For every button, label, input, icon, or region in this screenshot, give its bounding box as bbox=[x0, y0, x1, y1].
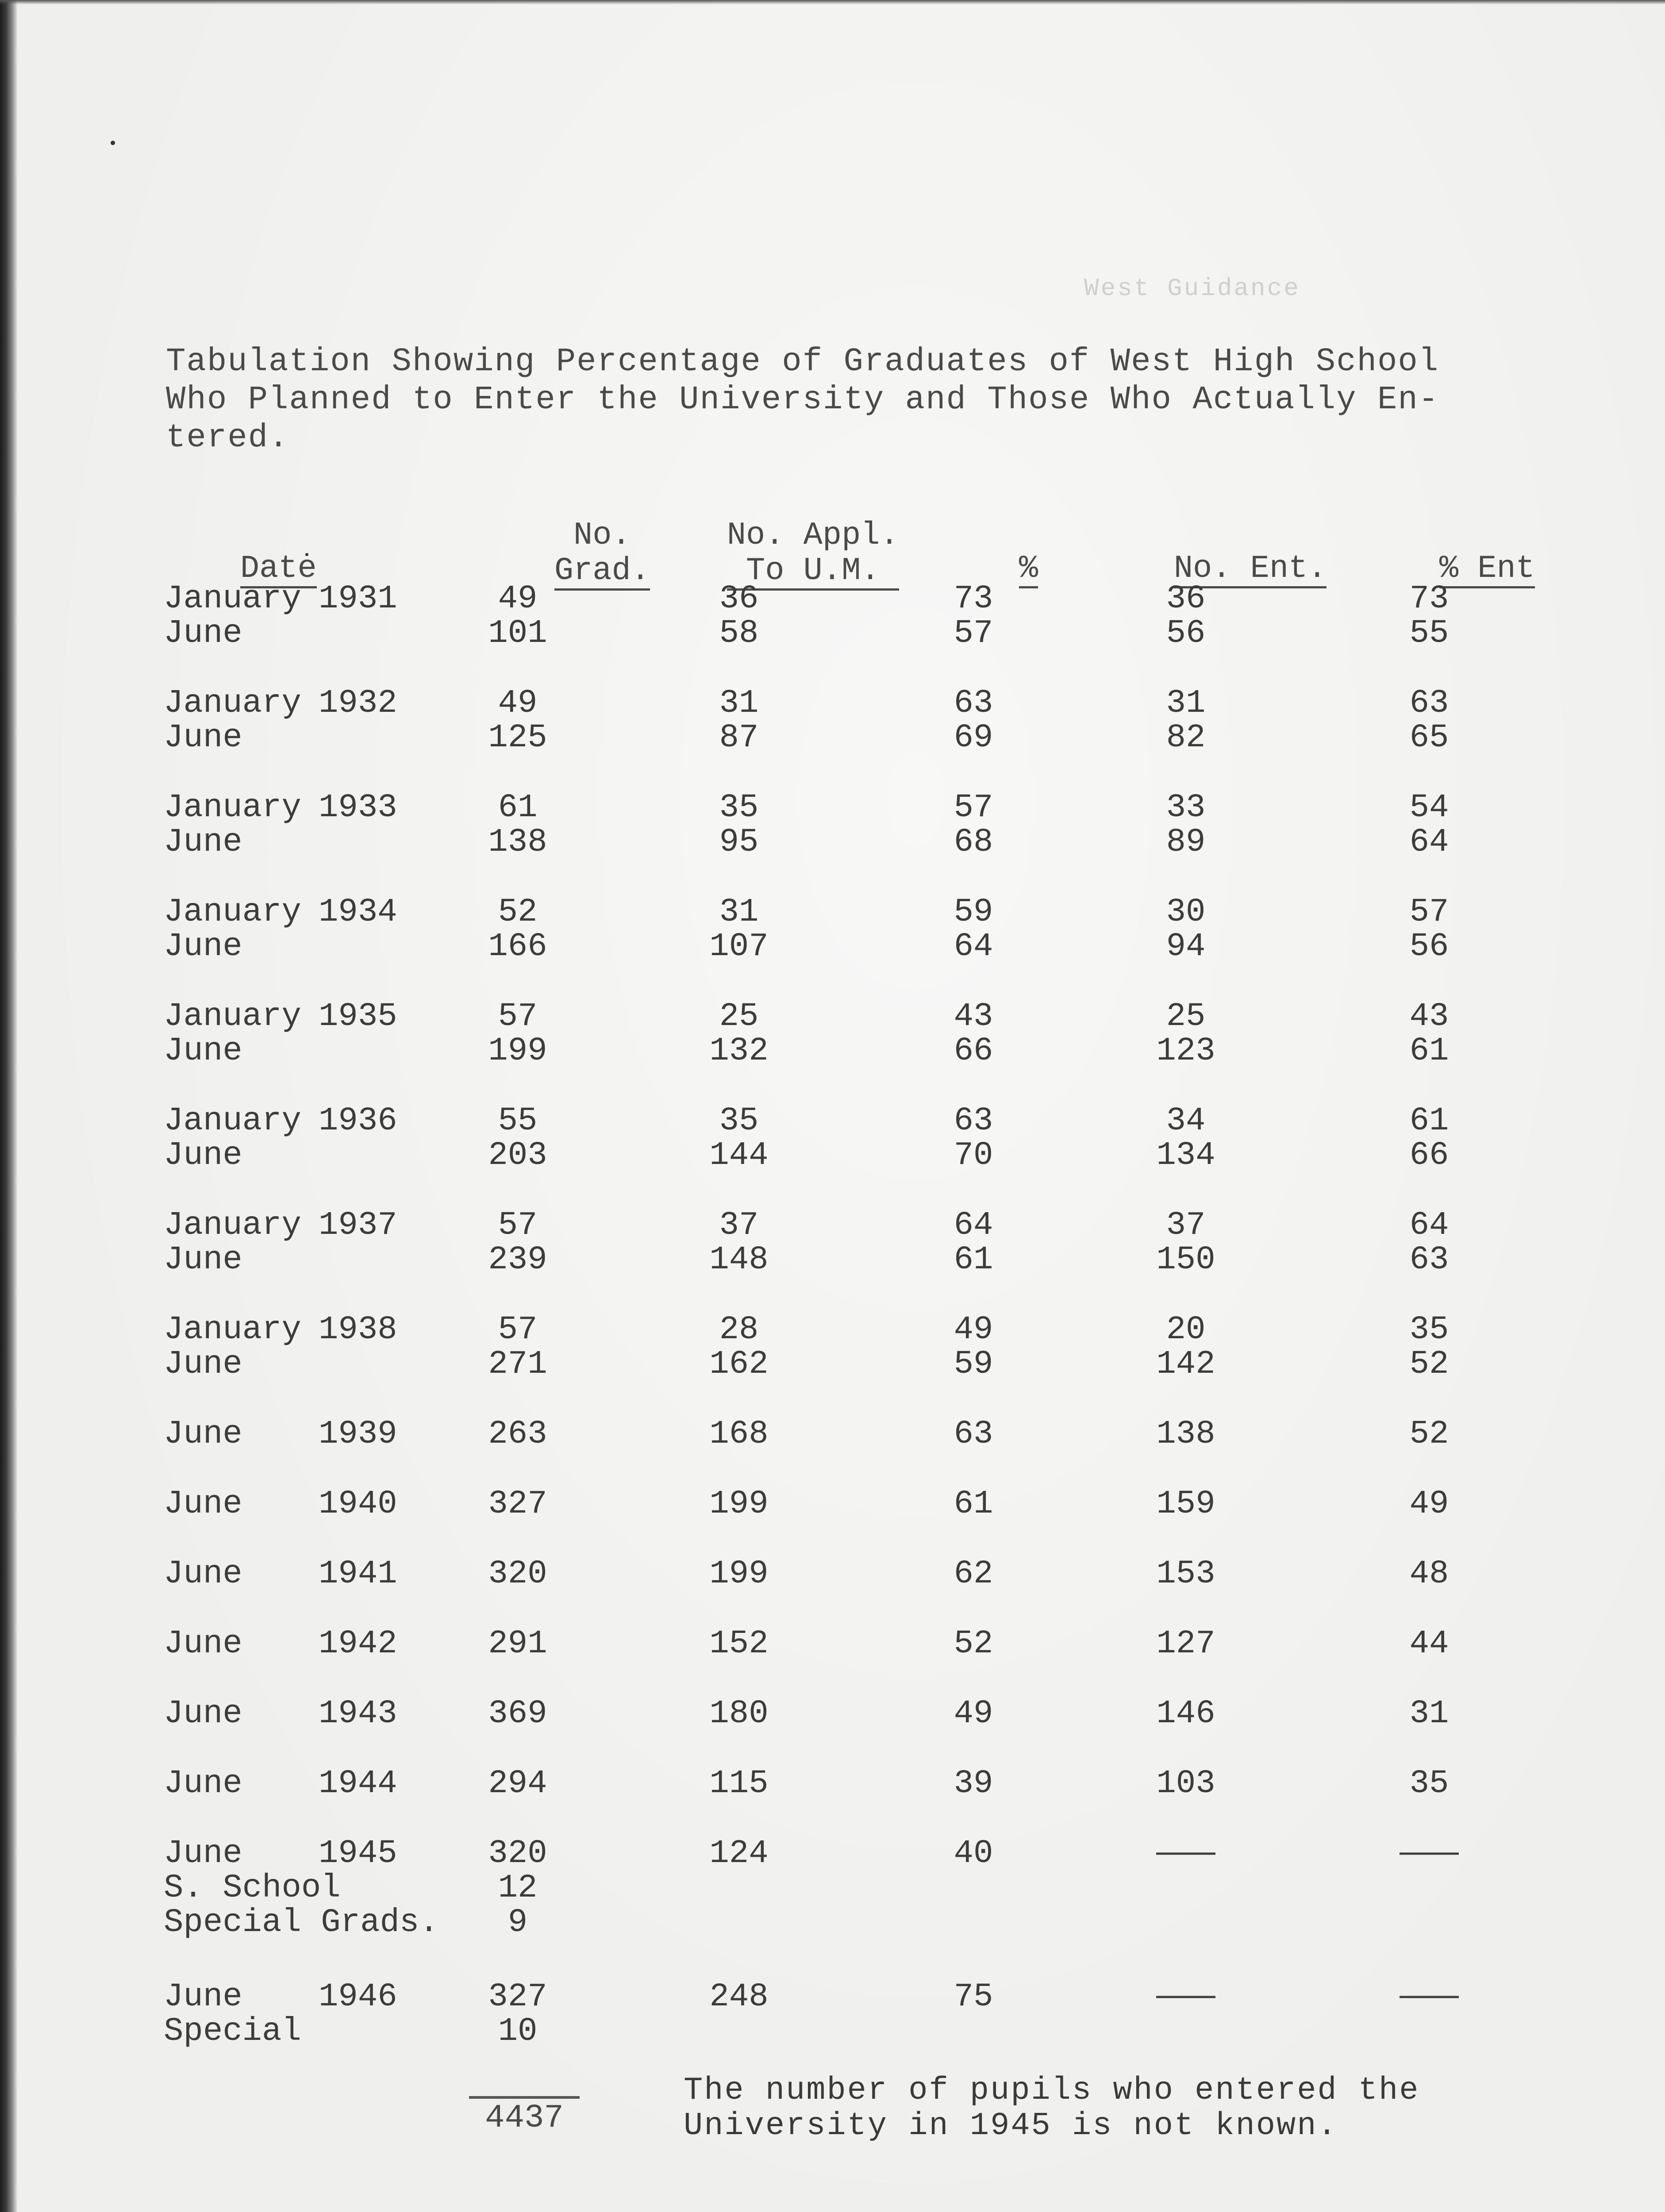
table-row bbox=[0, 1627, 1665, 1661]
row-month: June bbox=[164, 1137, 242, 1174]
row-percent: 61 bbox=[954, 1241, 993, 1279]
row-applied: 87 bbox=[719, 719, 759, 757]
row-percent: 63 bbox=[954, 1102, 993, 1140]
row-entered: 150 bbox=[1156, 1241, 1215, 1279]
header-percent-entered-label: % Ent bbox=[1439, 551, 1535, 588]
row-year: 1933 bbox=[319, 789, 397, 826]
table-row-group bbox=[0, 1980, 1665, 2049]
table-row-group bbox=[0, 1417, 1665, 1452]
row-graduates: 320 bbox=[488, 1555, 547, 1593]
row-percent: 63 bbox=[954, 1416, 993, 1453]
table-row-group bbox=[0, 1208, 1665, 1277]
row-entered: ——— bbox=[1156, 1978, 1215, 2016]
table-row-group bbox=[0, 582, 1665, 651]
table-row bbox=[0, 1417, 1665, 1452]
row-graduates: 239 bbox=[488, 1241, 547, 1279]
table-row-group bbox=[0, 1836, 1665, 1940]
row-graduates: 9 bbox=[508, 1904, 528, 1941]
row-applied: 162 bbox=[709, 1346, 769, 1383]
row-percent: 68 bbox=[954, 824, 993, 861]
row-percent-entered: 52 bbox=[1409, 1416, 1449, 1453]
row-month: June bbox=[164, 1835, 242, 1872]
row-graduates: 57 bbox=[498, 1311, 538, 1348]
table-row-group bbox=[0, 1313, 1665, 1382]
row-graduates: 49 bbox=[498, 685, 538, 722]
row-applied: 144 bbox=[709, 1137, 769, 1174]
row-percent-entered: 65 bbox=[1409, 719, 1449, 757]
row-entered: 82 bbox=[1166, 719, 1206, 757]
table-row bbox=[0, 1313, 1665, 1347]
row-entered: 127 bbox=[1156, 1625, 1215, 1663]
table-row bbox=[0, 1347, 1665, 1382]
row-year: 1938 bbox=[319, 1311, 397, 1348]
header-entered-label: No. Ent. bbox=[1174, 551, 1327, 588]
row-entered: 94 bbox=[1166, 928, 1206, 965]
row-percent-entered: 63 bbox=[1409, 685, 1449, 722]
row-entered: 36 bbox=[1166, 580, 1206, 618]
row-year: 1943 bbox=[319, 1695, 397, 1732]
row-percent: 69 bbox=[954, 719, 993, 757]
row-applied: 199 bbox=[709, 1555, 769, 1593]
table-row bbox=[0, 1487, 1665, 1521]
document-title bbox=[166, 343, 1484, 457]
row-applied: 180 bbox=[709, 1695, 769, 1732]
row-graduates: 199 bbox=[488, 1033, 547, 1070]
title-line: tered. bbox=[166, 419, 289, 457]
row-percent: 70 bbox=[954, 1137, 993, 1174]
table-row bbox=[0, 1104, 1665, 1138]
row-percent-entered: 54 bbox=[1409, 789, 1449, 826]
row-percent: 43 bbox=[954, 998, 993, 1035]
row-percent-entered: 61 bbox=[1409, 1033, 1449, 1070]
table-row-group bbox=[0, 999, 1665, 1068]
row-graduates: 138 bbox=[488, 824, 547, 861]
table-row-group bbox=[0, 895, 1665, 964]
row-graduates: 52 bbox=[498, 894, 538, 931]
row-graduates: 57 bbox=[498, 1207, 538, 1244]
footnote-line: University in 1945 is not known. bbox=[684, 2108, 1338, 2144]
row-percent-entered: 56 bbox=[1409, 928, 1449, 965]
table-row-group bbox=[0, 1557, 1665, 1591]
header-grad-label: No. Grad. bbox=[554, 518, 650, 591]
row-graduates: 10 bbox=[498, 2013, 538, 2050]
table-row bbox=[0, 1034, 1665, 1068]
table-row bbox=[0, 1697, 1665, 1731]
row-graduates: 327 bbox=[488, 1978, 547, 2016]
row-year: 1934 bbox=[319, 894, 397, 931]
table-row-group bbox=[0, 1627, 1665, 1661]
row-entered: 56 bbox=[1166, 615, 1206, 652]
row-graduates: 203 bbox=[488, 1137, 547, 1174]
row-percent-entered: 43 bbox=[1409, 998, 1449, 1035]
footnote bbox=[684, 2073, 1498, 2143]
row-graduates: 49 bbox=[498, 580, 538, 618]
row-entered: 159 bbox=[1156, 1486, 1215, 1523]
row-percent: 52 bbox=[954, 1625, 993, 1663]
row-year: 1935 bbox=[319, 998, 397, 1035]
data-table bbox=[0, 582, 1665, 2084]
row-month: June bbox=[164, 1033, 242, 1070]
table-row bbox=[0, 1871, 1665, 1905]
row-month: January bbox=[164, 1102, 301, 1140]
row-entered: ——— bbox=[1156, 1835, 1215, 1872]
total-rule bbox=[469, 2096, 580, 2099]
row-month: January bbox=[164, 1311, 301, 1348]
row-applied: 132 bbox=[709, 1033, 769, 1070]
faint-header-text: West Guidance bbox=[1084, 274, 1300, 303]
row-month: June bbox=[164, 1346, 242, 1383]
row-graduates: 57 bbox=[498, 998, 538, 1035]
row-graduates: 291 bbox=[488, 1625, 547, 1663]
row-year: 1939 bbox=[319, 1416, 397, 1453]
row-entered: 123 bbox=[1156, 1033, 1215, 1070]
row-graduates: 61 bbox=[498, 789, 538, 826]
row-applied: 31 bbox=[719, 894, 759, 931]
row-percent: 61 bbox=[954, 1486, 993, 1523]
table-row bbox=[0, 825, 1665, 860]
row-month: June bbox=[164, 1416, 242, 1453]
header-date-label: Date bbox=[240, 551, 317, 588]
row-month: June bbox=[164, 1486, 242, 1523]
row-year: 1932 bbox=[319, 685, 397, 722]
row-applied: 248 bbox=[709, 1978, 769, 2016]
row-month: Special Grads. bbox=[164, 1904, 439, 1941]
row-applied: 36 bbox=[719, 580, 759, 618]
row-graduates: 263 bbox=[488, 1416, 547, 1453]
table-row bbox=[0, 616, 1665, 651]
row-applied: 124 bbox=[709, 1835, 769, 1872]
row-year: 1936 bbox=[319, 1102, 397, 1140]
total-graduates: 4437 bbox=[485, 2100, 564, 2137]
row-entered: 31 bbox=[1166, 685, 1206, 722]
table-row bbox=[0, 1243, 1665, 1277]
table-row-group bbox=[0, 1767, 1665, 1801]
row-graduates: 101 bbox=[488, 615, 547, 652]
row-percent: 75 bbox=[954, 1978, 993, 2016]
row-percent: 64 bbox=[954, 928, 993, 965]
row-graduates: 294 bbox=[488, 1765, 547, 1802]
row-entered: 134 bbox=[1156, 1137, 1215, 1174]
row-month: January bbox=[164, 685, 301, 722]
row-percent-entered: 48 bbox=[1409, 1555, 1449, 1593]
row-month: January bbox=[164, 998, 301, 1035]
row-month: June bbox=[164, 928, 242, 965]
table-row bbox=[0, 1836, 1665, 1871]
header-appl-label: No. Appl. To U.M. bbox=[727, 518, 899, 591]
row-entered: 33 bbox=[1166, 789, 1206, 826]
row-month: January bbox=[164, 1207, 301, 1244]
row-percent: 63 bbox=[954, 685, 993, 722]
row-applied: 28 bbox=[719, 1311, 759, 1348]
table-row-group bbox=[0, 791, 1665, 860]
row-applied: 95 bbox=[719, 824, 759, 861]
table-row-group bbox=[0, 1697, 1665, 1731]
table-row bbox=[0, 929, 1665, 964]
row-percent: 49 bbox=[954, 1311, 993, 1348]
row-percent: 73 bbox=[954, 580, 993, 618]
table-row bbox=[0, 582, 1665, 616]
row-percent: 49 bbox=[954, 1695, 993, 1732]
row-graduates: 271 bbox=[488, 1346, 547, 1383]
row-month: S. School bbox=[164, 1870, 341, 1907]
row-year: 1945 bbox=[319, 1835, 397, 1872]
table-row bbox=[0, 791, 1665, 825]
title-line: Who Planned to Enter the University and Those Who Actually En- bbox=[166, 381, 1439, 419]
row-percent-entered: ——— bbox=[1400, 1978, 1459, 2016]
scan-edge-top bbox=[0, 0, 1665, 4]
row-graduates: 327 bbox=[488, 1486, 547, 1523]
table-row bbox=[0, 1557, 1665, 1591]
row-month: June bbox=[164, 1625, 242, 1663]
row-percent-entered: 63 bbox=[1409, 1241, 1449, 1279]
row-percent-entered: 64 bbox=[1409, 1207, 1449, 1244]
row-month: January bbox=[164, 580, 301, 618]
row-percent-entered: 57 bbox=[1409, 894, 1449, 931]
table-row bbox=[0, 1138, 1665, 1173]
row-percent: 64 bbox=[954, 1207, 993, 1244]
row-month: January bbox=[164, 789, 301, 826]
row-percent: 62 bbox=[954, 1555, 993, 1593]
row-percent-entered: ——— bbox=[1400, 1835, 1459, 1872]
table-row bbox=[0, 1980, 1665, 2014]
row-percent: 59 bbox=[954, 894, 993, 931]
table-row bbox=[0, 2014, 1665, 2049]
row-entered: 30 bbox=[1166, 894, 1206, 931]
row-month: Special bbox=[164, 2013, 301, 2050]
row-year: 1931 bbox=[319, 580, 397, 618]
row-month: June bbox=[164, 1978, 242, 2016]
row-graduates: 369 bbox=[488, 1695, 547, 1732]
row-year: 1937 bbox=[319, 1207, 397, 1244]
row-applied: 148 bbox=[709, 1241, 769, 1279]
row-applied: 35 bbox=[719, 1102, 759, 1140]
row-entered: 89 bbox=[1166, 824, 1206, 861]
row-percent: 40 bbox=[954, 1835, 993, 1872]
row-percent-entered: 31 bbox=[1409, 1695, 1449, 1732]
row-percent: 59 bbox=[954, 1346, 993, 1383]
row-graduates: 125 bbox=[488, 719, 547, 757]
table-row bbox=[0, 721, 1665, 755]
table-row-group bbox=[0, 1104, 1665, 1173]
table-row bbox=[0, 999, 1665, 1034]
row-month: June bbox=[164, 1765, 242, 1802]
row-percent-entered: 35 bbox=[1409, 1311, 1449, 1348]
row-year: 1942 bbox=[319, 1625, 397, 1663]
row-percent-entered: 55 bbox=[1409, 615, 1449, 652]
row-percent-entered: 64 bbox=[1409, 824, 1449, 861]
row-year: 1944 bbox=[319, 1765, 397, 1802]
row-applied: 168 bbox=[709, 1416, 769, 1453]
table-row bbox=[0, 1767, 1665, 1801]
table-row bbox=[0, 686, 1665, 721]
row-entered: 146 bbox=[1156, 1695, 1215, 1732]
row-graduates: 12 bbox=[498, 1870, 538, 1907]
row-percent-entered: 52 bbox=[1409, 1346, 1449, 1383]
row-applied: 152 bbox=[709, 1625, 769, 1663]
row-percent-entered: 49 bbox=[1409, 1486, 1449, 1523]
row-percent-entered: 61 bbox=[1409, 1102, 1449, 1140]
row-year: 1940 bbox=[319, 1486, 397, 1523]
row-entered: 142 bbox=[1156, 1346, 1215, 1383]
row-month: June bbox=[164, 1555, 242, 1593]
row-graduates: 166 bbox=[488, 928, 547, 965]
row-entered: 34 bbox=[1166, 1102, 1206, 1140]
row-applied: 31 bbox=[719, 685, 759, 722]
row-entered: 153 bbox=[1156, 1555, 1215, 1593]
row-month: January bbox=[164, 894, 301, 931]
row-applied: 37 bbox=[719, 1207, 759, 1244]
row-applied: 107 bbox=[709, 928, 769, 965]
row-graduates: 320 bbox=[488, 1835, 547, 1872]
row-percent: 39 bbox=[954, 1765, 993, 1802]
row-applied: 199 bbox=[709, 1486, 769, 1523]
title-line: Tabulation Showing Percentage of Graduates of West High School bbox=[166, 343, 1439, 380]
row-month: June bbox=[164, 1241, 242, 1279]
row-year: 1941 bbox=[319, 1555, 397, 1593]
row-month: June bbox=[164, 824, 242, 861]
table-row-group bbox=[0, 686, 1665, 755]
ink-speck bbox=[111, 141, 115, 145]
table-row bbox=[0, 1905, 1665, 1940]
row-year: 1946 bbox=[319, 1978, 397, 2016]
row-graduates: 55 bbox=[498, 1102, 538, 1140]
row-percent-entered: 66 bbox=[1409, 1137, 1449, 1174]
row-percent-entered: 35 bbox=[1409, 1765, 1449, 1802]
row-percent: 57 bbox=[954, 615, 993, 652]
table-row bbox=[0, 1208, 1665, 1243]
row-month: June bbox=[164, 1695, 242, 1732]
row-month: June bbox=[164, 615, 242, 652]
row-percent-entered: 44 bbox=[1409, 1625, 1449, 1663]
row-entered: 37 bbox=[1166, 1207, 1206, 1244]
row-applied: 115 bbox=[709, 1765, 769, 1802]
row-month: June bbox=[164, 719, 242, 757]
row-entered: 20 bbox=[1166, 1311, 1206, 1348]
footnote-line: The number of pupils who entered the bbox=[684, 2072, 1420, 2108]
row-entered: 25 bbox=[1166, 998, 1206, 1035]
row-applied: 35 bbox=[719, 789, 759, 826]
row-entered: 138 bbox=[1156, 1416, 1215, 1453]
row-applied: 25 bbox=[719, 998, 759, 1035]
table-row bbox=[0, 895, 1665, 929]
header-percent-label: % bbox=[1019, 551, 1038, 588]
row-percent-entered: 73 bbox=[1409, 580, 1449, 618]
table-row-group bbox=[0, 1487, 1665, 1521]
row-applied: 58 bbox=[719, 615, 759, 652]
row-entered: 103 bbox=[1156, 1765, 1215, 1802]
row-percent: 57 bbox=[954, 789, 993, 826]
row-percent: 66 bbox=[954, 1033, 993, 1070]
